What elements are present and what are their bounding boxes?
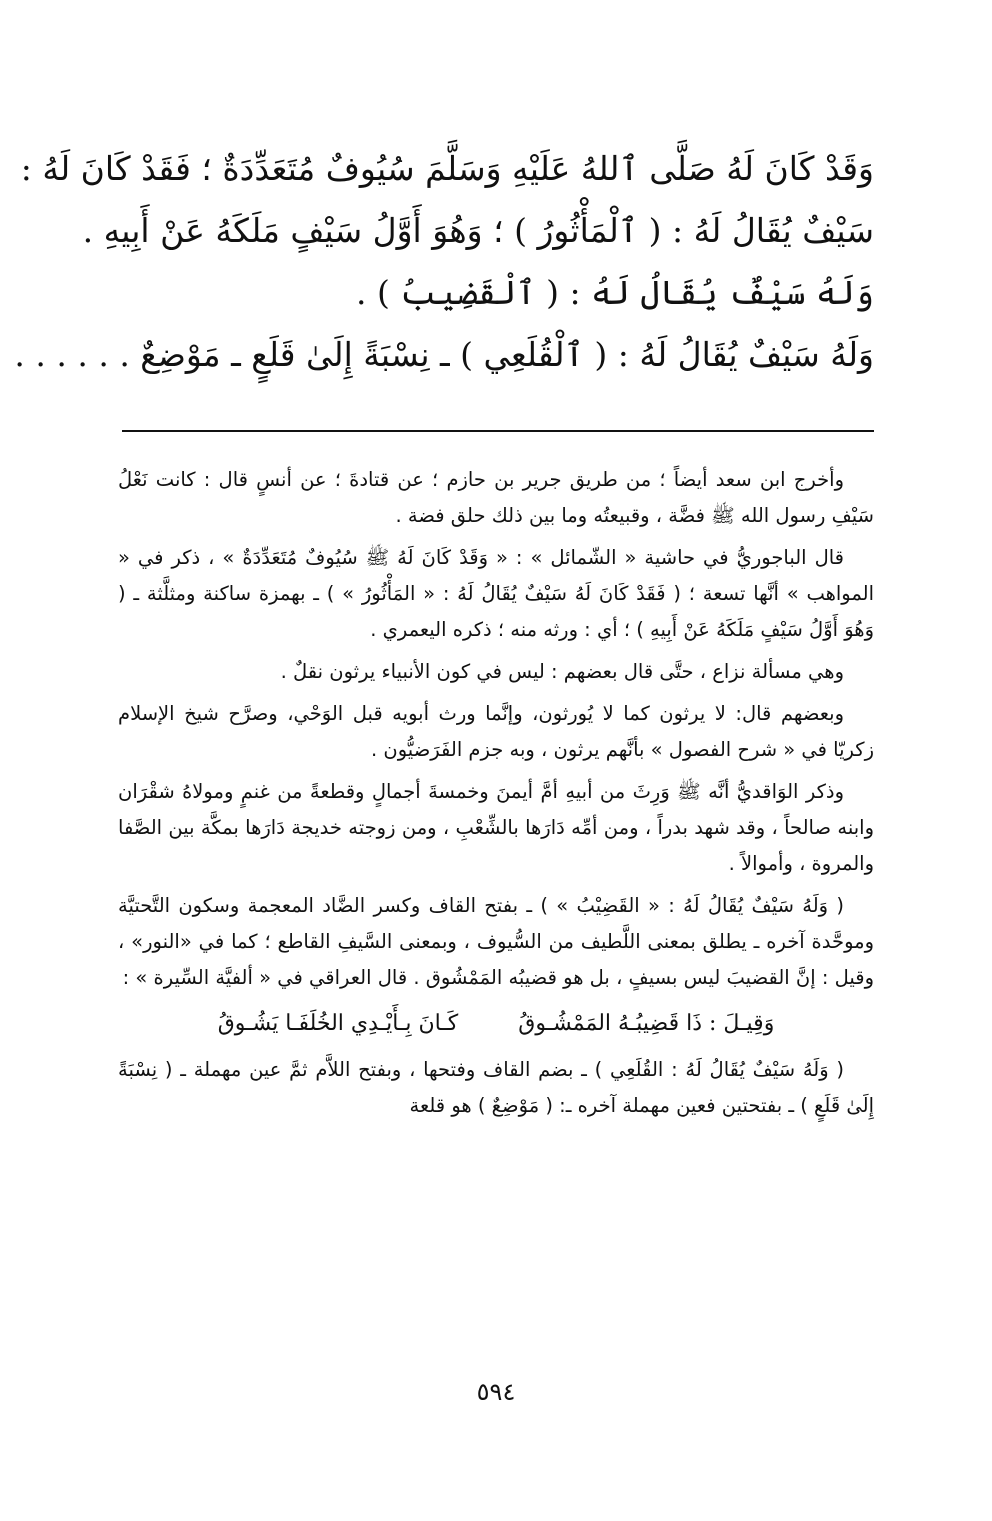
main-text-line: سَيْفٌ يُقَالُ لَهُ : ( ٱلْمَأْثُورُ ) ؛ وَهُوَ أَوَّلُ سَيْفٍ مَلَكَهُ عَنْ أَبِيهِ .	[82, 211, 874, 250]
footnote-paragraph: وبعضهم قال: لا يرثون كما لا يُورثون، وإنَّما ورث أبويه قبل الوَحْي، وصرَّح شيخ الإسلام زكريّا في « شرح الفصول » بأنَّهم يرثون ، وبه جزم الفَرَضيُّون .	[118, 702, 874, 761]
footnote-paragraph: ( وَلَهُ سَيْفٌ يُقَالُ لَهُ : « القَضِيْبُ » ) ـ بفتح القاف وكسر الضَّاد المعجمة وسكون التَّحتيَّة وموحَّدة آخره ـ يطلق بمعنى اللَّطيف من السُّيوف ، وبمعنى السَّيفِ القاطع ؛ كما في «النور» ، وقيل : إنَّ القضيبَ ليس بسيفٍ ، بل هو قضيبُه المَمْشُوق . قال العراقي في « ألفيَّة السِّيرة » :	[118, 894, 874, 989]
footnote-paragraph: ( وَلَهُ سَيْفٌ يُقَالُ لَهُ : القُلَعِي ) ـ بضم القاف وفتحها ، وبفتح اللاَّم ثمَّ عين مهملة ـ ( نِسْبَةً إِلَىٰ قَلَعٍ ) ـ بفتحتين فعين مهملة آخره ـ: ( مَوْضِعٌ ) هو قلعة	[118, 1058, 874, 1117]
footnote-paragraph: وذكر الوَاقديُّ أنَّه ﷺ وَرِثَ من أبيهِ أمَّ أيمنَ وخمسةَ أجمالٍ وقطعةً من غنمٍ ومولاهُ شقْرَان وابنه صالحاً ، وقد شهد بدراً ، ومن أمِّه دَارَها بالشِّعْبِ ، ومن زوجته خديجة دَارَها بمكَّة بين الصَّفا والمروة ، وأموالاً .	[118, 780, 874, 875]
page-number: ٥٩٤	[476, 1378, 516, 1406]
main-text-block	[14, 138, 874, 386]
footnote-paragraph: قال الباجوريُّ في حاشية « الشّمائل » : « وَقَدْ كَانَ لَهُ ﷺ سُيُوفٌ مُتَعَدِّدَةٌ » ، ذكر في « المواهب » أنَّها تسعة ؛ ( فَقَدْ كَانَ لَهُ سَيْفٌ يُقَالُ لَهُ : « المَأْثُورُ » ) ـ بهمزة ساكنة ومثلَّثة ـ ( وَهُوَ أَوَّلُ سَيْفٍ مَلَكَهُ عَنْ أَبِيهِ ) ؛ أي : ورثه منه ؛ ذكره اليعمري .	[118, 546, 874, 641]
footnote-divider	[122, 430, 874, 432]
footnote-paragraph: وهي مسألة نزاع ، حتَّى قال بعضهم : ليس في كون الأنبياء يرثون نقلٌ .	[280, 660, 844, 683]
footnotes-block	[118, 462, 874, 1130]
verse-second-hemistich: كَـانَ بِـأَيْـدِي الخُلَفَـا يَشُـوقُ	[217, 1011, 459, 1036]
main-text-line: وَلَهُ سَيْفٌ يُقَالُ لَهُ : ( ٱلْقُلَعِي ) ـ نِسْبَةً إِلَىٰ قَلَعٍ ـ مَوْضِعٌ . . . . . .	[14, 335, 874, 374]
main-text-line: وَقَدْ كَانَ لَهُ صَلَّى ٱللهُ عَلَيْهِ وَسَلَّمَ سُيُوفٌ مُتَعَدِّدَةٌ ؛ فَقَدْ كَانَ لَهُ :	[20, 149, 874, 188]
footnote-paragraph: وأخرج ابن سعد أيضاً ؛ من طريق جرير بن حازم ؛ عن قتادةَ ؛ عن أنسٍ قال : كانت نَعْلُ سَيْفِ رسول الله ﷺ فضَّة ، وقبيعتُه وما بين ذلك حلق فضة .	[118, 468, 874, 527]
poem-verse	[118, 1002, 874, 1046]
verse-first-hemistich: وَقِيـلَ : ذَا قَضِيبُـهُ المَمْشُـوقُ	[518, 1011, 775, 1036]
main-text-line: وَلَهُ سَيْفٌ يُقَالُ لَهُ : ( ٱلْقَضِيبُ ) .	[356, 273, 874, 312]
